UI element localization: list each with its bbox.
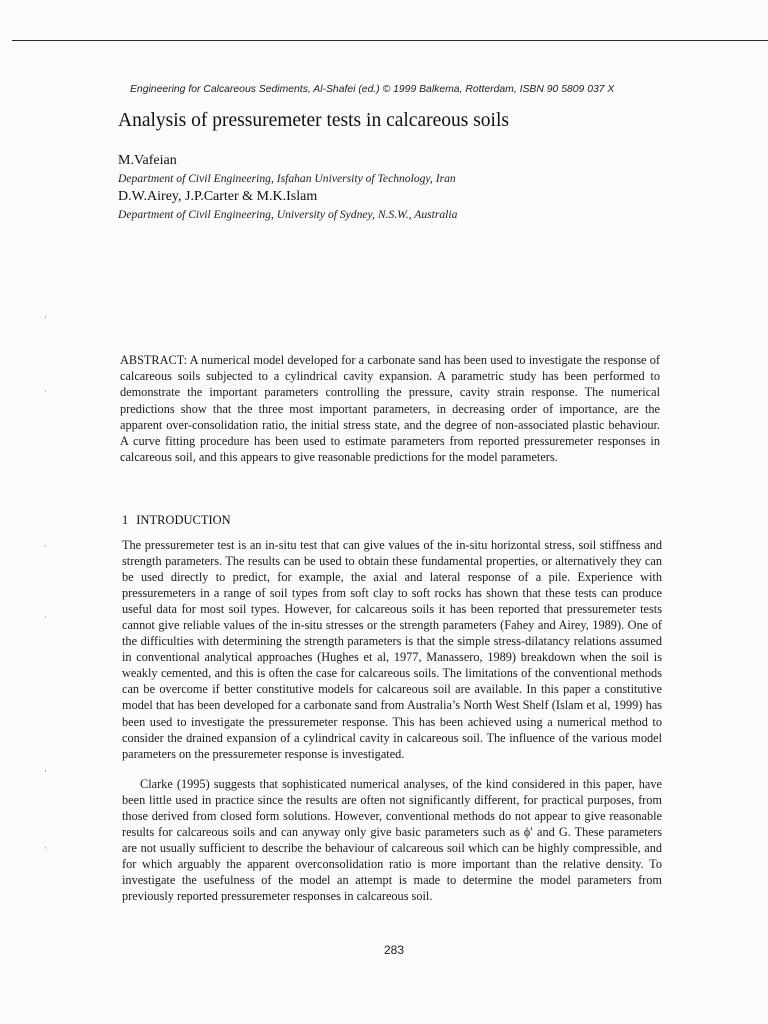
section-title: INTRODUCTION	[136, 513, 231, 527]
body-paragraph-1: The pressuremeter test is an in-situ test that can give values of the in-situ horizontal stress, soil stiffness and strength parameters. The results can be used to obtain these fundamental properties, or alternatively they can be used directly to predict, for example, the axial and lateral response of a pile. Experience with pressuremeters in a range of soil types from soft clay to soft rocks has shown that these tests can produce useful data for most soil types. However, for calcareous soils it has been reported that pressuremeter tests cannot give reliable values of the in-situ stresses or the strength parameters (Fahey and Airey, 1989). One of the difficulties with determining the strength parameters is that the simple stress-dilatancy relations assumed in conventional analytical approaches (Hughes et al, 1977, Manassero, 1989) breakdown when the soil is weakly cemented, and this is often the case for calcareous soils. The limitations of the conventional methods can be overcome if better constitutive models for calcareous soil are available. In this paper a constitutive model that has been developed for a carbonate sand from Australia’s North West Shelf (Islam et al, 1999) has been used to investigate the pressuremeter response. This has been achieved using a numerical method to consider the drained expansion of a cylindrical cavity in calcareous soil. The influence of the various model parameters on the pressuremeter response is investigated.	[122, 538, 662, 761]
paper-title: Analysis of pressuremeter tests in calcareous soils	[118, 110, 509, 131]
section-number: 1	[122, 513, 129, 527]
header-citation: Engineering for Calcareous Sediments, Al-Shafei (ed.) © 1999 Balkema, Rotterdam, ISBN 90 5809 037 X	[130, 84, 615, 95]
author-2-affiliation: Department of Civil Engineering, University of Sydney, N.S.W., Australia	[118, 208, 458, 221]
top-rule	[12, 40, 768, 41]
abstract-text: A numerical model developed for a carbonate sand has been used to investigate the response of calcareous soils subjected to a cylindrical cavity expansion. A parametric study has been performed to demonstrate the important parameters controlling the pressure, cavity strain response. The numerical predictions show that the three most important parameters, in decreasing order of importance, are the apparent over-consolidation ratio, the initial stress state, and the degree of non-associated plastic behaviour. A curve fitting procedure has been used to estimate parameters from reported pressuremeter responses in calcareous soil, and this appears to give reasonable predictions for the model parameters.	[120, 353, 660, 465]
scan-margin-mark: ·	[44, 612, 47, 622]
scan-margin-mark: ·	[44, 312, 47, 322]
scan-margin-mark: ·	[44, 843, 47, 853]
author-1-names: M.Vafeian	[118, 153, 177, 168]
scan-margin-mark: ·	[44, 541, 47, 551]
scan-margin-mark: ·	[44, 386, 47, 396]
scan-margin-mark: ·	[44, 766, 47, 776]
author-1-affiliation: Department of Civil Engineering, Isfahan University of Technology, Iran	[118, 172, 456, 185]
abstract	[120, 352, 660, 465]
section-heading	[122, 513, 231, 528]
abstract-label: ABSTRACT:	[120, 353, 188, 367]
body-paragraph-2: Clarke (1995) suggests that sophisticated numerical analyses, of the kind considered in this paper, have been little used in practice since the results are often not significantly different, for practical purposes, from those derived from closed form solutions. However, conventional methods do not appear to give reasonable results for calcareous soils and can anyway only give basic parameters such as ϕ′ and G. These parameters are not usually sufficient to describe the behaviour of calcareous soil which can be highly compressible, and for which arguably the apparent overconsolidation ratio is more important than the relative density. To investigate the usefulness of the model an attempt is made to determine the model parameters from previously reported pressuremeter responses in calcareous soil.	[122, 777, 662, 904]
author-2-names: D.W.Airey, J.P.Carter & M.K.Islam	[118, 189, 318, 204]
page-number: 283	[384, 943, 405, 957]
